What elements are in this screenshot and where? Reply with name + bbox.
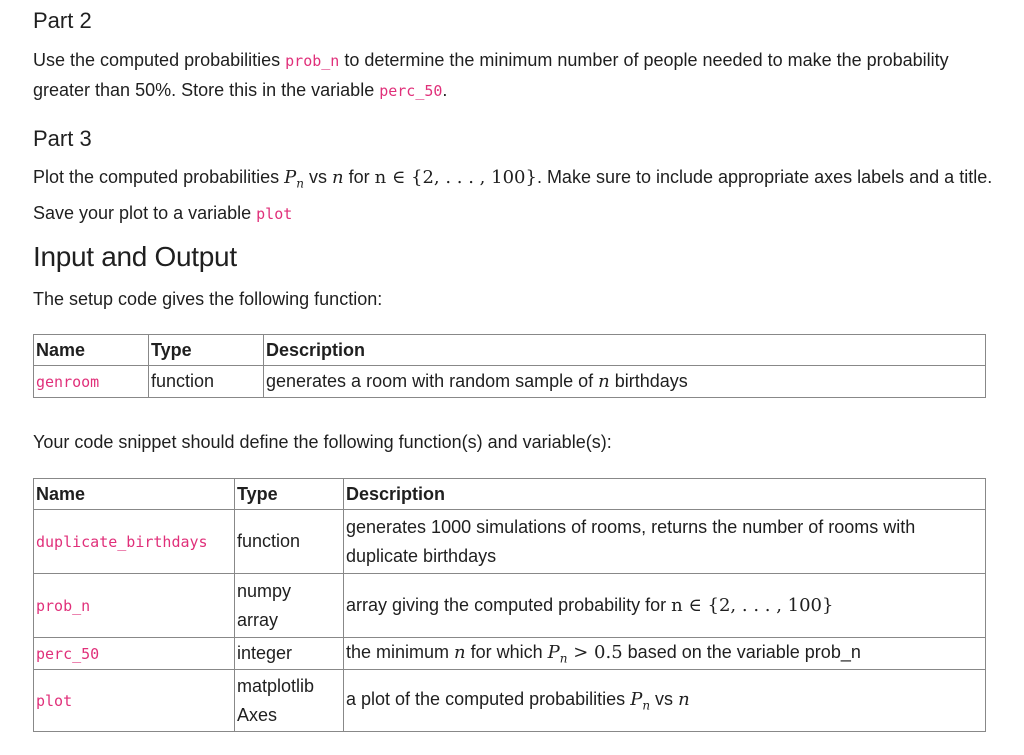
part3-paragraph bbox=[33, 163, 993, 229]
cell-type: integer bbox=[235, 638, 344, 670]
part3-heading: Part 3 bbox=[33, 126, 92, 151]
header-type: Type bbox=[149, 335, 264, 366]
io-heading: Input and Output bbox=[33, 241, 237, 272]
cell-name: prob_n bbox=[34, 574, 235, 638]
header-name: Name bbox=[34, 335, 149, 366]
table-row bbox=[34, 510, 986, 574]
math-n: n bbox=[332, 167, 344, 188]
table-row bbox=[34, 670, 986, 732]
define-table-header bbox=[34, 479, 986, 510]
part3-text-for: for bbox=[343, 167, 375, 187]
part2-heading: Part 2 bbox=[33, 8, 92, 33]
cell-type: numpy array bbox=[235, 574, 344, 638]
cell-description: generates a room with random sample of n birthdays bbox=[264, 366, 986, 398]
cell-name: plot bbox=[34, 670, 235, 732]
cell-type: function bbox=[149, 366, 264, 398]
math-set: n ∈ {2, . . . , 100} bbox=[374, 167, 537, 188]
header-name: Name bbox=[34, 479, 235, 510]
part3-text-a: Plot the computed probabilities bbox=[33, 167, 285, 187]
cell-type: matplotlib Axes bbox=[235, 670, 344, 732]
header-description: Description bbox=[344, 479, 986, 510]
table-row bbox=[34, 638, 986, 670]
snippet-text: Your code snippet should define the following function(s) and variable(s): bbox=[33, 432, 612, 452]
code-plot: plot bbox=[256, 204, 293, 223]
setup-table bbox=[33, 334, 986, 398]
setup-text: The setup code gives the following function: bbox=[33, 289, 383, 309]
cell-description: generates 1000 simulations of rooms, returns the number of rooms with duplicate birthdays bbox=[344, 510, 986, 574]
cell-type: function bbox=[235, 510, 344, 574]
part2-text-b: to determine the minimum number of people needed to make the probability greater than 50%. Store this in the variable bbox=[33, 50, 949, 100]
table-row bbox=[34, 366, 986, 398]
cell-name: duplicate_birthdays bbox=[34, 510, 235, 574]
part3-text-b: . Make sure to include appropriate axes labels and a title. Save your plot to a variable bbox=[33, 167, 993, 223]
part2-text-a: Use the computed probabilities bbox=[33, 50, 286, 70]
table-row bbox=[34, 574, 986, 638]
code-prob-n: prob_n bbox=[285, 52, 340, 70]
part2-paragraph bbox=[33, 46, 993, 106]
setup-table-header bbox=[34, 335, 986, 366]
part2-text-c: . bbox=[442, 80, 448, 100]
define-table bbox=[33, 478, 986, 732]
cell-description: a plot of the computed probabilities $P_n$ vs n bbox=[344, 670, 986, 732]
math-pn: $P_n$ bbox=[284, 167, 305, 191]
code-perc-50: perc_50 bbox=[379, 82, 443, 100]
header-type: Type bbox=[235, 479, 344, 510]
cell-name: genroom bbox=[34, 366, 149, 398]
cell-description: array giving the computed probability for n ∈ {2, . . . , 100} bbox=[344, 574, 986, 638]
header-description: Description bbox=[264, 335, 986, 366]
cell-description: the minimum n for which $P_n > 0.5$ based on the variable prob_n bbox=[344, 638, 986, 670]
cell-name: perc_50 bbox=[34, 638, 235, 670]
part3-text-vs: vs bbox=[304, 167, 333, 187]
